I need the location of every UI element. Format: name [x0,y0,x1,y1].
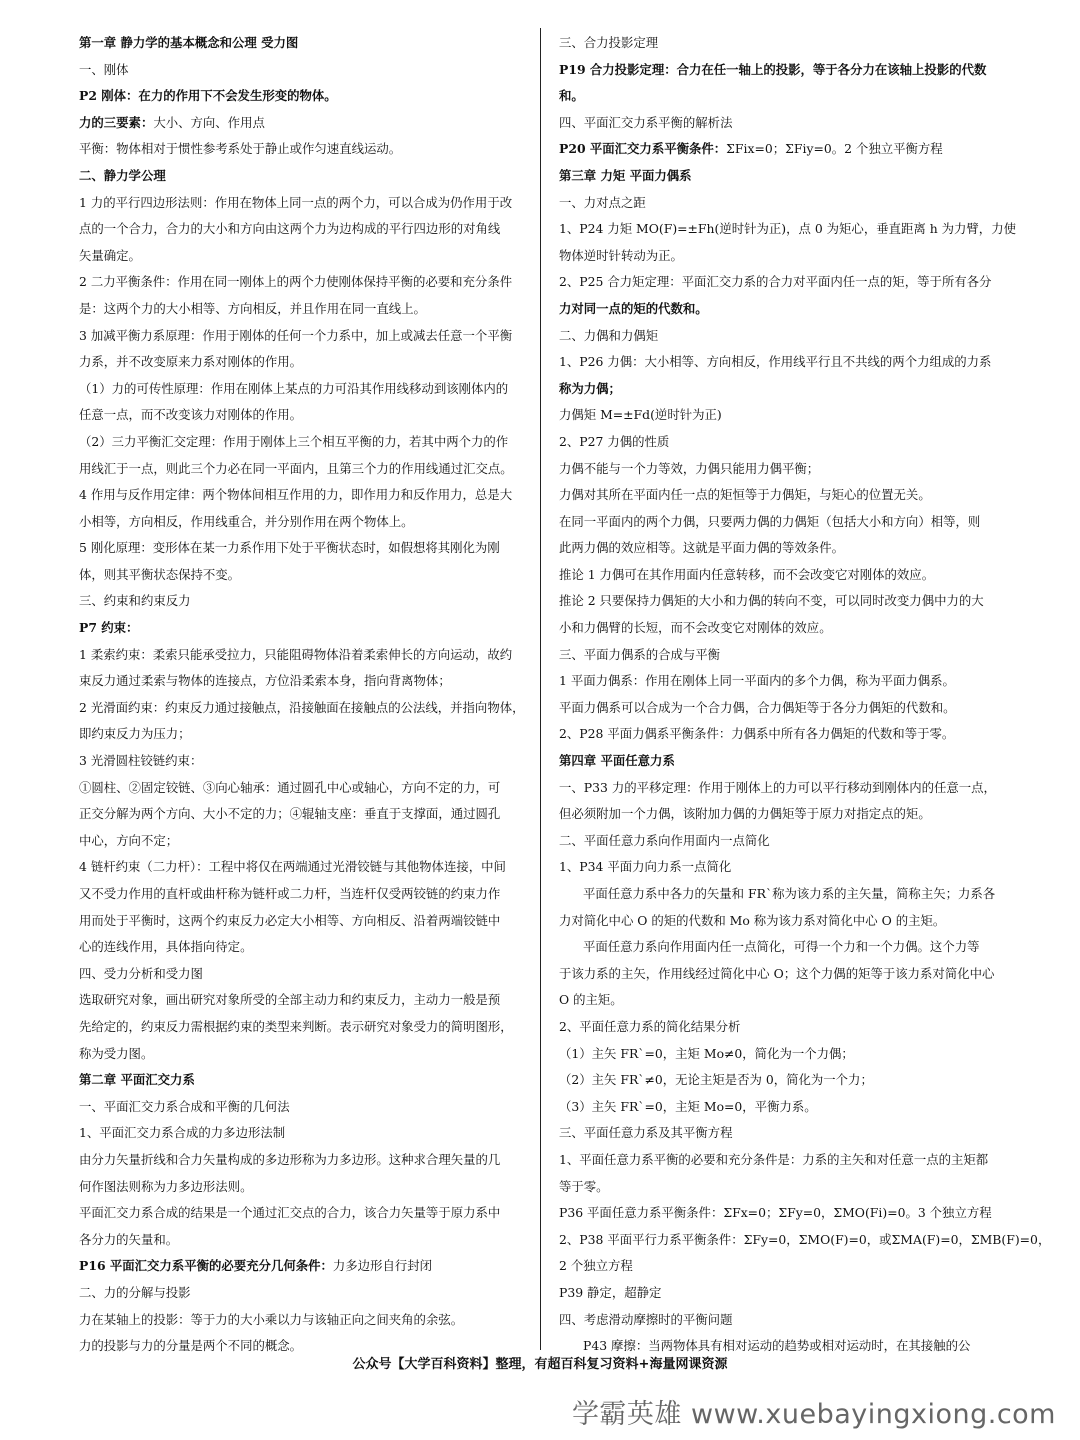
text-line: 力对同一点的矩的代数和。 [559,300,708,316]
text-line: 三、合力投影定理 [559,35,659,50]
term-definition: 力多边形自行封闭 [332,1258,433,1274]
text-line: 1、平面汇交力系合成的力多边形法制 [79,1125,286,1141]
text-line: 二、静力学公理 [79,167,166,183]
text-line: 2、P27 力偶的性质 [559,433,670,449]
text-line [79,1253,527,1280]
text-line: 一、力对点之距 [559,194,646,210]
text-line: ①圆柱、②固定铰链、③向心轴承：通过圆孔中心或轴心，方向不定的力，可 [79,779,501,795]
text-line: 力偶对其所在平面内任一点的矩恒等于力偶矩，与矩心的位置无关。 [559,487,931,503]
right-column [559,30,1051,1360]
text-line: 第一章 静力学的基本概念和公理 受力图 [79,35,299,50]
text-line: 于该力系的主矢，作用线经过简化中心 O；这个力偶的矩等于该力系对简化中心 [559,965,995,981]
text-line: 第四章 平面任意力系 [559,753,675,769]
text-line: 平衡：物体相对于惯性参考系处于静止或作匀速直线运动。 [79,141,402,157]
text-line: 选取研究对象，画出研究对象所受的全部主动力和约束反力，主动力一般是预 [79,992,501,1008]
text-line: 用线汇于一点，则此三个力必在同一平面内，且第三个力的作用线通过汇交点。 [79,460,513,476]
text-line: P7 约束： [79,620,139,636]
text-line: 四、受力分析和受力图 [79,965,203,981]
text-line: 1、P26 力偶：大小相等、方向相反，作用线平行且不共线的两个力组成的力系 [559,354,992,370]
text-line [79,110,527,137]
text-line: 力系，并不改变原来力系对刚体的作用。 [79,354,303,370]
text-line: 先给定的，约束反力需根据约束的类型来判断。表示研究对象受力的简明图形， [79,1018,513,1034]
text-line: （1）力的可传性原理：作用在刚体上某点的力可沿其作用线移动到该刚体内的 [79,380,509,396]
text-line: 力偶不能与一个力等效，力偶只能用力偶平衡； [559,460,820,476]
text-line: 3 光滑圆柱铰链约束： [79,753,203,769]
text-line: 二、平面任意力系向作用面内一点简化 [559,832,770,848]
text-line: 推论 1 力偶可在其作用面内任意转移，而不会改变它对刚体的效应。 [559,566,935,582]
text-line: 等于零。 [559,1178,609,1194]
bold-term: P20 平面汇交力系平衡条件： [559,141,727,157]
text-line: 在同一平面内的两个力偶，只要两力偶的力偶矩（包括大小和方向）相等，则 [559,513,981,529]
text-line: 和。 [559,88,584,104]
text-line: 2 二力平衡条件：作用在同一刚体上的两个力使刚体保持平衡的必要和充分条件 [79,274,513,290]
text-line: 是：这两个力的大小相等、方向相反，并且作用在同一直线上。 [79,300,426,316]
watermark-text: 学霸英雄 www.xuebayingxiong.com [571,1399,1056,1430]
text-line: 称为力偶； [559,380,621,396]
text-line: 又不受力作用的直杆或曲杆称为链杆或二力杆，当连杆仅受两铰链的约束力作 [79,886,501,901]
text-line: 1 力的平行四边形法则：作用在物体上同一点的两个力，可以合成为仍作用于改 [79,194,513,210]
text-line: 1 平面力偶系：作用在刚体上同一平面内的多个力偶，称为平面力偶系。 [559,673,955,689]
term-definition: 大小、方向、作用点 [153,114,265,130]
text-line: 一、刚体 [79,61,129,77]
text-line: 体，则其平衡状态保持不变。 [79,566,241,582]
text-line: 称为受力图。 [79,1045,154,1061]
term-definition: ΣFix=0；ΣFiy=0。2 个独立平衡方程 [726,141,943,157]
text-line: 1、P24 力矩 MO(F)=±Fh(逆时针为正)，点 0 为矩心，垂直距离 h 为力臂，力使 [559,221,1016,237]
text-line: 正交分解为两个方向、大小不定的力；④辊轴支座：垂直于支撑面，通过圆孔 [79,806,501,822]
text-line: 平面汇交力系合成的结果是一个通过汇交点的合力，该合力矢量等于原力系中 [79,1205,501,1221]
text-line: P39 静定，超静定 [559,1284,662,1300]
text-line: （1）主矢 FR`=0，主矩 Mo≠0，简化为一个力偶； [559,1045,854,1061]
text-line: 何作图法则称为力多边形法则。 [79,1178,253,1194]
left-column [79,30,527,1360]
text-line: 一、P33 力的平移定理：作用于刚体上的力可以平行移动到刚体内的任意一点， [559,779,996,795]
bold-term: P16 平面汇交力系平衡的必要充分几何条件： [79,1258,333,1274]
text-line: 力对简化中心 O 的矩的代数和 Mo 称为该力系对简化中心 O 的主矩。 [559,912,946,928]
text-line: 1、P34 平面力向力系一点简化 [559,859,732,875]
text-line: （2）三力平衡汇交定理：作用于刚体上三个相互平衡的力，若其中两个力的作 [79,433,509,449]
text-line: 2、P38 平面平行力系平衡条件：ΣFy=0，ΣMO(F)=0，或ΣMA(F)=0，ΣMB(F)=0， [559,1231,1051,1247]
text-line: 二、力的分解与投影 [79,1284,191,1300]
text-line: 一、平面汇交力系合成和平衡的几何法 [79,1098,290,1114]
text-line: 用而处于平衡时，这两个约束反力必定大小相等、方向相反、沿着两端铰链中 [79,912,501,928]
text-line: 2 光滑面约束：约束反力通过接触点，沿接触面在接触点的公法线，并指向物体， [79,699,525,715]
text-line: 第三章 力矩 平面力偶系 [559,167,692,183]
text-line: 平面任意力系向作用面内任一点简化，可得一个力和一个力偶。这个力等 [583,939,980,955]
text-line: 推论 2 只要保持力偶矩的大小和力偶的转向不变，可以同时改变力偶中力的大 [559,593,984,609]
text-line: 即约束反力为压力； [79,726,191,742]
text-line: （3）主矢 FR`=0，主矩 Mo=0，平衡力系。 [559,1098,817,1114]
text-line [559,136,1005,163]
text-line: 2、P28 平面力偶系平衡条件：力偶系中所有各力偶矩的代数和等于零。 [559,726,955,742]
text-line: 此两力偶的效应相等。这就是平面力偶的等效条件。 [559,540,844,556]
text-line: 平面力偶系可以合成为一个合力偶，合力偶矩等于各分力偶矩的代数和。 [559,699,956,715]
text-line: 由分力矢量折线和合力矢量构成的多边形称为力多边形。这种求合理矢量的几 [79,1151,501,1167]
text-line: 三、约束和约束反力 [79,593,191,609]
text-line: 二、力偶和力偶矩 [559,327,659,343]
text-line: P2 刚体：在力的作用下不会发生形变的物体。 [79,88,337,104]
footer-note: 公众号【大学百科资料】整理，有超百科复习资料+海量网课资源 [352,1357,728,1372]
text-line: 4 作用与反作用定律：两个物体间相互作用的力，即作用力和反作用力，总是大 [79,487,513,503]
text-line: 物体逆时针转动为正。 [559,247,683,263]
text-line: P36 平面任意力系平衡条件：ΣFx=0；ΣFy=0，ΣMO(Fi)=0。3 个独立方程 [559,1205,992,1221]
text-line: 3 加减平衡力系原理：作用于刚体的任何一个力系中，加上或减去任意一个平衡 [79,327,513,343]
column-divider [540,28,541,1350]
text-line: 5 刚化原理：变形体在某一力系作用下处于平衡状态时，如假想将其刚化为刚 [79,540,500,556]
text-line: 矢量确定。 [79,247,141,263]
text-line: 力在某轴上的投影：等于力的大小乘以力与该轴正向之间夹角的余弦。 [79,1311,464,1327]
text-line: 1 柔索约束：柔索只能承受拉力，只能阻碍物体沿着柔索伸长的方向运动，故约 [79,646,513,662]
text-line: P19 合力投影定理：合力在任一轴上的投影，等于各分力在该轴上投影的代数 [559,61,987,77]
text-line: P43 摩擦：当两物体具有相对运动的趋势或相对运动时，在其接触的公 [583,1338,971,1354]
text-line: 小和力偶臂的长短，而不会改变它对刚体的效应。 [559,620,832,636]
text-line: 点的一个合力，合力的大小和方向由这两个力为边构成的平行四边形的对角线 [79,221,501,237]
text-line: 四、平面汇交力系平衡的解析法 [559,114,733,130]
text-line: 三、平面任意力系及其平衡方程 [559,1125,733,1141]
text-line: 平面任意力系中各力的矢量和 FR`称为该力系的主矢量，简称主矢；力系各 [583,886,996,901]
text-line: 力偶矩 M=±Fd(逆时针为正) [559,407,722,423]
text-line: 力的投影与力的分量是两个不同的概念。 [79,1338,303,1354]
text-line: O 的主矩。 [559,992,623,1008]
text-line: （2）主矢 FR`≠0，无论主矩是否为 0，简化为一个力； [559,1072,873,1088]
text-line: 束反力通过柔索与物体的连接点，方位沿柔索本身，指向背离物体； [79,673,451,689]
text-line: 2、平面任意力系的简化结果分析 [559,1018,741,1034]
text-line: 中心，方向不定； [79,832,179,848]
text-line: 2、P25 合力矩定理：平面汇交力系的合力对平面内任一点的矩，等于所有各分 [559,274,992,290]
text-line: 各分力的矢量和。 [79,1231,179,1247]
text-line: 四、考虑滑动摩擦时的平衡问题 [559,1311,733,1327]
text-line: 第二章 平面汇交力系 [79,1072,195,1088]
text-line: 2 个独立方程 [559,1258,633,1274]
text-line: 但必须附加一个力偶，该附加力偶的力偶矩等于原力对指定点的矩。 [559,806,931,822]
text-line: 三、平面力偶系的合成与平衡 [559,646,721,662]
text-line: 小相等，方向相反，作用线重合，并分别作用在两个物体上。 [79,513,414,529]
text-line: 任意一点，而不改变该力对刚体的作用。 [79,407,303,423]
text-line: 心的连线作用，具体指向待定。 [79,939,253,955]
text-line: 1、平面任意力系平衡的必要和充分条件是：力系的主矢和对任意一点的主矩都 [559,1151,989,1167]
text-line: 4 链杆约束（二力杆）：工程中将仅在两端通过光滑铰链与其他物体连接，中间 [79,859,506,875]
bold-term: 力的三要素： [79,114,154,130]
